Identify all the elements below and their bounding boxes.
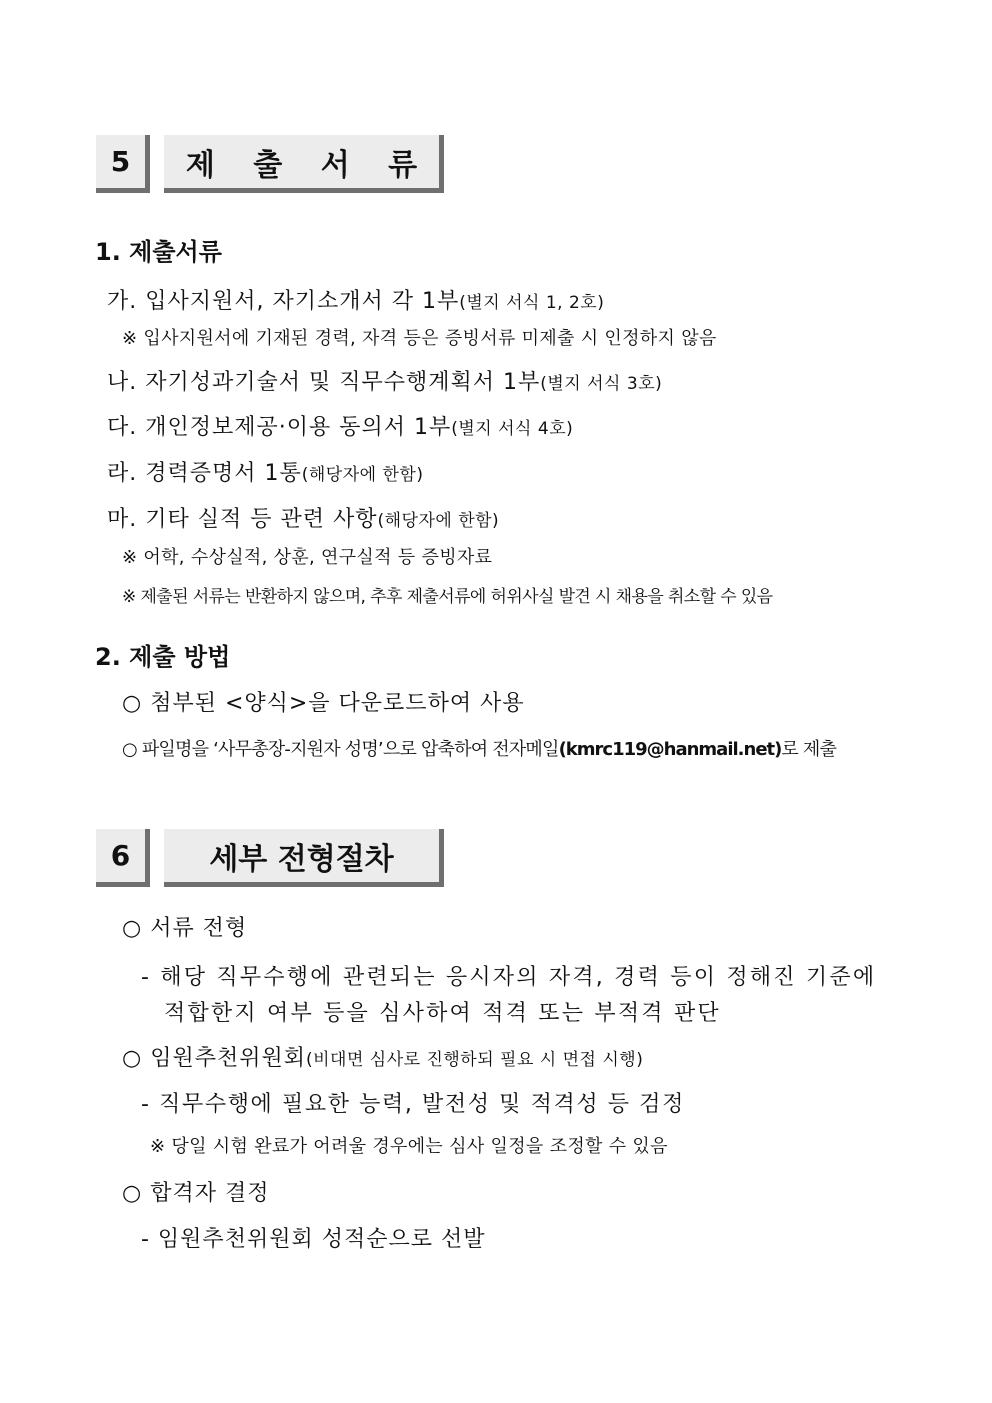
item-ma-note-1: ※ 어학, 수상실적, 상훈, 연구실적 등 증빙자료 (122, 547, 493, 568)
section-5-title: 제 출 서 류 (164, 135, 444, 193)
section-6-number: 6 (96, 829, 150, 887)
final-selection-item: ○ 합격자 결정 (122, 1181, 270, 1206)
email-address: (kmrc119@hanmail.net) (558, 739, 782, 760)
doc-review-desc-line-2: 적합한지 여부 등을 심사하여 적격 또는 부적격 판단 (164, 1001, 721, 1026)
committee-note: ※ 당일 시험 완료가 어려울 경우에는 심사 일정을 조정할 수 있음 (150, 1136, 668, 1157)
item-ma: 마. 기타 실적 등 관련 사항(해당자에 한함) (107, 507, 500, 532)
item-ga-note: ※ 입사지원서에 기재된 경력, 자격 등은 증빙서류 미제출 시 인정하지 않음 (122, 328, 717, 349)
method-item-1: ○ 첨부된 <양식>을 다운로드하여 사용 (122, 691, 525, 716)
doc-review-desc-line-1: - 해당 직무수행에 관련되는 응시자의 자격, 경력 등이 정해진 기준에 (141, 965, 877, 990)
committee-item: ○ 임원추천위원회(비대면 심사로 진행하되 필요 시 면접 시행) (122, 1046, 644, 1071)
item-na: 나. 자기성과기술서 및 직무수행계획서 1부(별지 서식 3호) (107, 370, 663, 395)
section-6-title: 세부 전형절차 (164, 829, 444, 887)
committee-desc: - 직무수행에 필요한 능력, 발전성 및 적격성 등 검정 (141, 1092, 685, 1117)
item-ra: 라. 경력증명서 1통(해당자에 한함) (107, 461, 424, 486)
item-ga: 가. 입사지원서, 자기소개서 각 1부(별지 서식 1, 2호) (107, 289, 605, 314)
item-da: 다. 개인정보제공·이용 동의서 1부(별지 서식 4호) (107, 415, 574, 440)
item-ma-note-2: ※ 제출된 서류는 반환하지 않으며, 추후 제출서류에 허위사실 발견 시 채용을 취소할 수 있음 (122, 587, 773, 607)
submission-method-heading: 2. 제출 방법 (95, 643, 231, 671)
doc-review-item: ○ 서류 전형 (122, 916, 248, 941)
submission-documents-heading: 1. 제출서류 (95, 238, 222, 266)
section-5-number: 5 (96, 135, 150, 193)
final-selection-desc: - 임원추천위원회 성적순으로 선발 (141, 1227, 486, 1252)
method-item-2: ○ 파일명을 ‘사무총장-지원자 성명’으로 압축하여 전자메일(kmrc119@hanmail.net)로 제출 (122, 739, 837, 760)
